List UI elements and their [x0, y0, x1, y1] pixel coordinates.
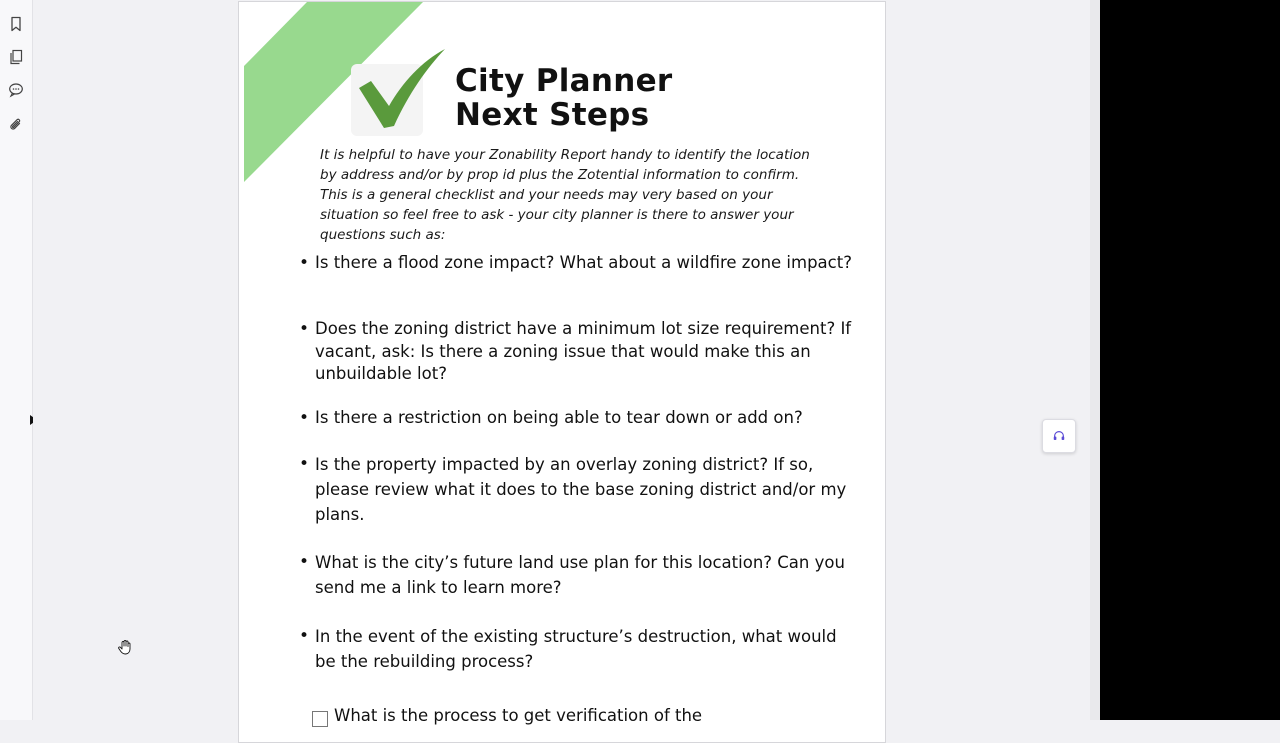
checkmark-icon	[357, 48, 449, 130]
empty-region	[1100, 0, 1280, 720]
attachments-button[interactable]	[6, 115, 26, 135]
assistant-button[interactable]	[1042, 419, 1076, 453]
attachment-icon	[8, 117, 24, 133]
pages-icon	[8, 49, 24, 65]
list-item: • Is the property impacted by an overlay zoning district? If so, please review what it does to the base zoning district and/or my plans.	[299, 452, 855, 527]
checklist-checkbox[interactable]	[312, 711, 328, 727]
pages-button[interactable]	[6, 47, 26, 67]
left-sidebar	[0, 0, 33, 720]
list-item: • Is there a restriction on being able to tear down or add on?	[299, 407, 855, 430]
vertical-scrollbar[interactable]	[1090, 0, 1100, 720]
comment-icon	[8, 82, 24, 98]
list-item: • Is there a flood zone impact? What about a wildfire zone impact?	[299, 252, 855, 275]
list-item: • In the event of the existing structure’s destruction, what would be the rebuilding process?	[299, 624, 855, 674]
hand-cursor-icon	[117, 639, 133, 655]
title-line-1: City Planner	[455, 63, 673, 99]
page-title	[455, 64, 673, 132]
list-item: • Does the zoning district have a minimum lot size requirement? If vacant, ask: Is there a zoning issue that would make this an unbuildable lot?	[299, 318, 855, 386]
bookmark-icon	[8, 16, 24, 32]
bookmark-button[interactable]	[6, 14, 26, 34]
list-item: • What is the city’s future land use plan for this location? Can you send me a link to learn more?	[299, 550, 855, 600]
checklist-item	[312, 705, 872, 735]
title-line-2: Next Steps	[455, 97, 650, 133]
document-page	[238, 1, 886, 743]
comments-button[interactable]	[6, 80, 26, 100]
checklist-label: What is the process to get verification of the	[334, 706, 703, 725]
intro-paragraph: It is helpful to have your Zonability Report handy to identify the location by address and/or by prop id plus the Zotential information to confirm. This is a general checklist and your needs may very based on your situation so feel free to ask - your city planner is there to answer your questions such as:	[320, 147, 810, 243]
headset-icon	[1052, 429, 1066, 443]
